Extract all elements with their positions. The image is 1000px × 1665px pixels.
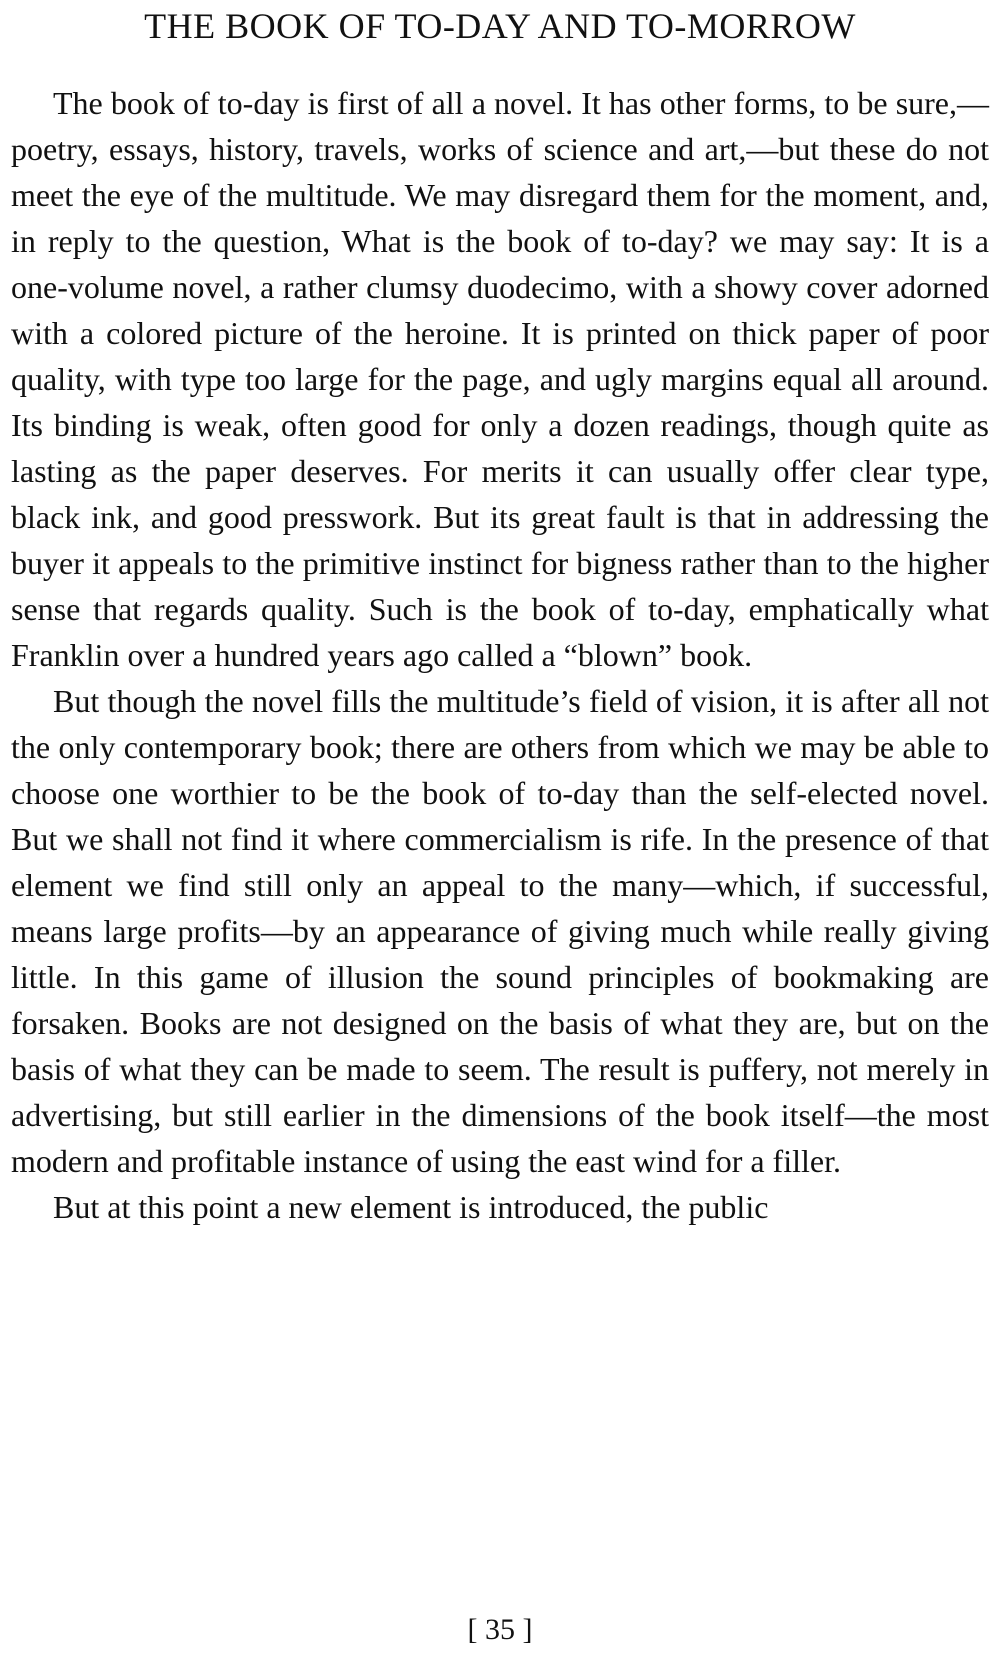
body-text (11, 80, 989, 1230)
page-title: THE BOOK OF TO-DAY AND TO-MORROW (144, 6, 856, 46)
page-number: [ 35 ] (467, 1613, 533, 1646)
paragraph-2: But though the novel fills the multitude’s field of vision, it is after all not the only contemporary book; there are others from which we may be able to choose one worthier to be the book of to-day than the self-elected novel. But we shall not find it where commercialism is rife. In the presence of that element we find still only an appeal to the many—which, if successful, means large profits—by an appearance of giving much while really giving little. In this game of illusion the sound principles of bookmaking are forsaken. Books are not designed on the basis of what they are, but on the basis of what they can be made to seem. The result is puffery, not merely in advertising, but still earlier in the dimensions of the book itself—the most modern and profitable instance of using the east wind for a filler. (11, 683, 989, 1179)
paragraph-3: But at this point a new element is introduced, the public (53, 1189, 769, 1225)
paragraph-1: The book of to-day is first of all a novel. It has other forms, to be sure,—poetry, essays, history, travels, works of science and art,—but these do not meet the eye of the multitude. We may disregard them for the moment, and, in reply to the question, What is the book of to-day? we may say: It is a one-volume novel, a rather clumsy duodecimo, with a showy cover adorned with a colored picture of the heroine. It is printed on thick paper of poor quality, with type too large for the page, and ugly margins equal all around. Its binding is weak, often good for only a dozen readings, though quite as lasting as the paper deserves. For merits it can usually offer clear type, black ink, and good presswork. But its great fault is that in addressing the buyer it appeals to the primitive instinct for bigness rather than to the higher sense that regards quality. Such is the book of to-day, emphatically what Franklin over a hundred years ago called a “blown” book. (11, 85, 989, 673)
